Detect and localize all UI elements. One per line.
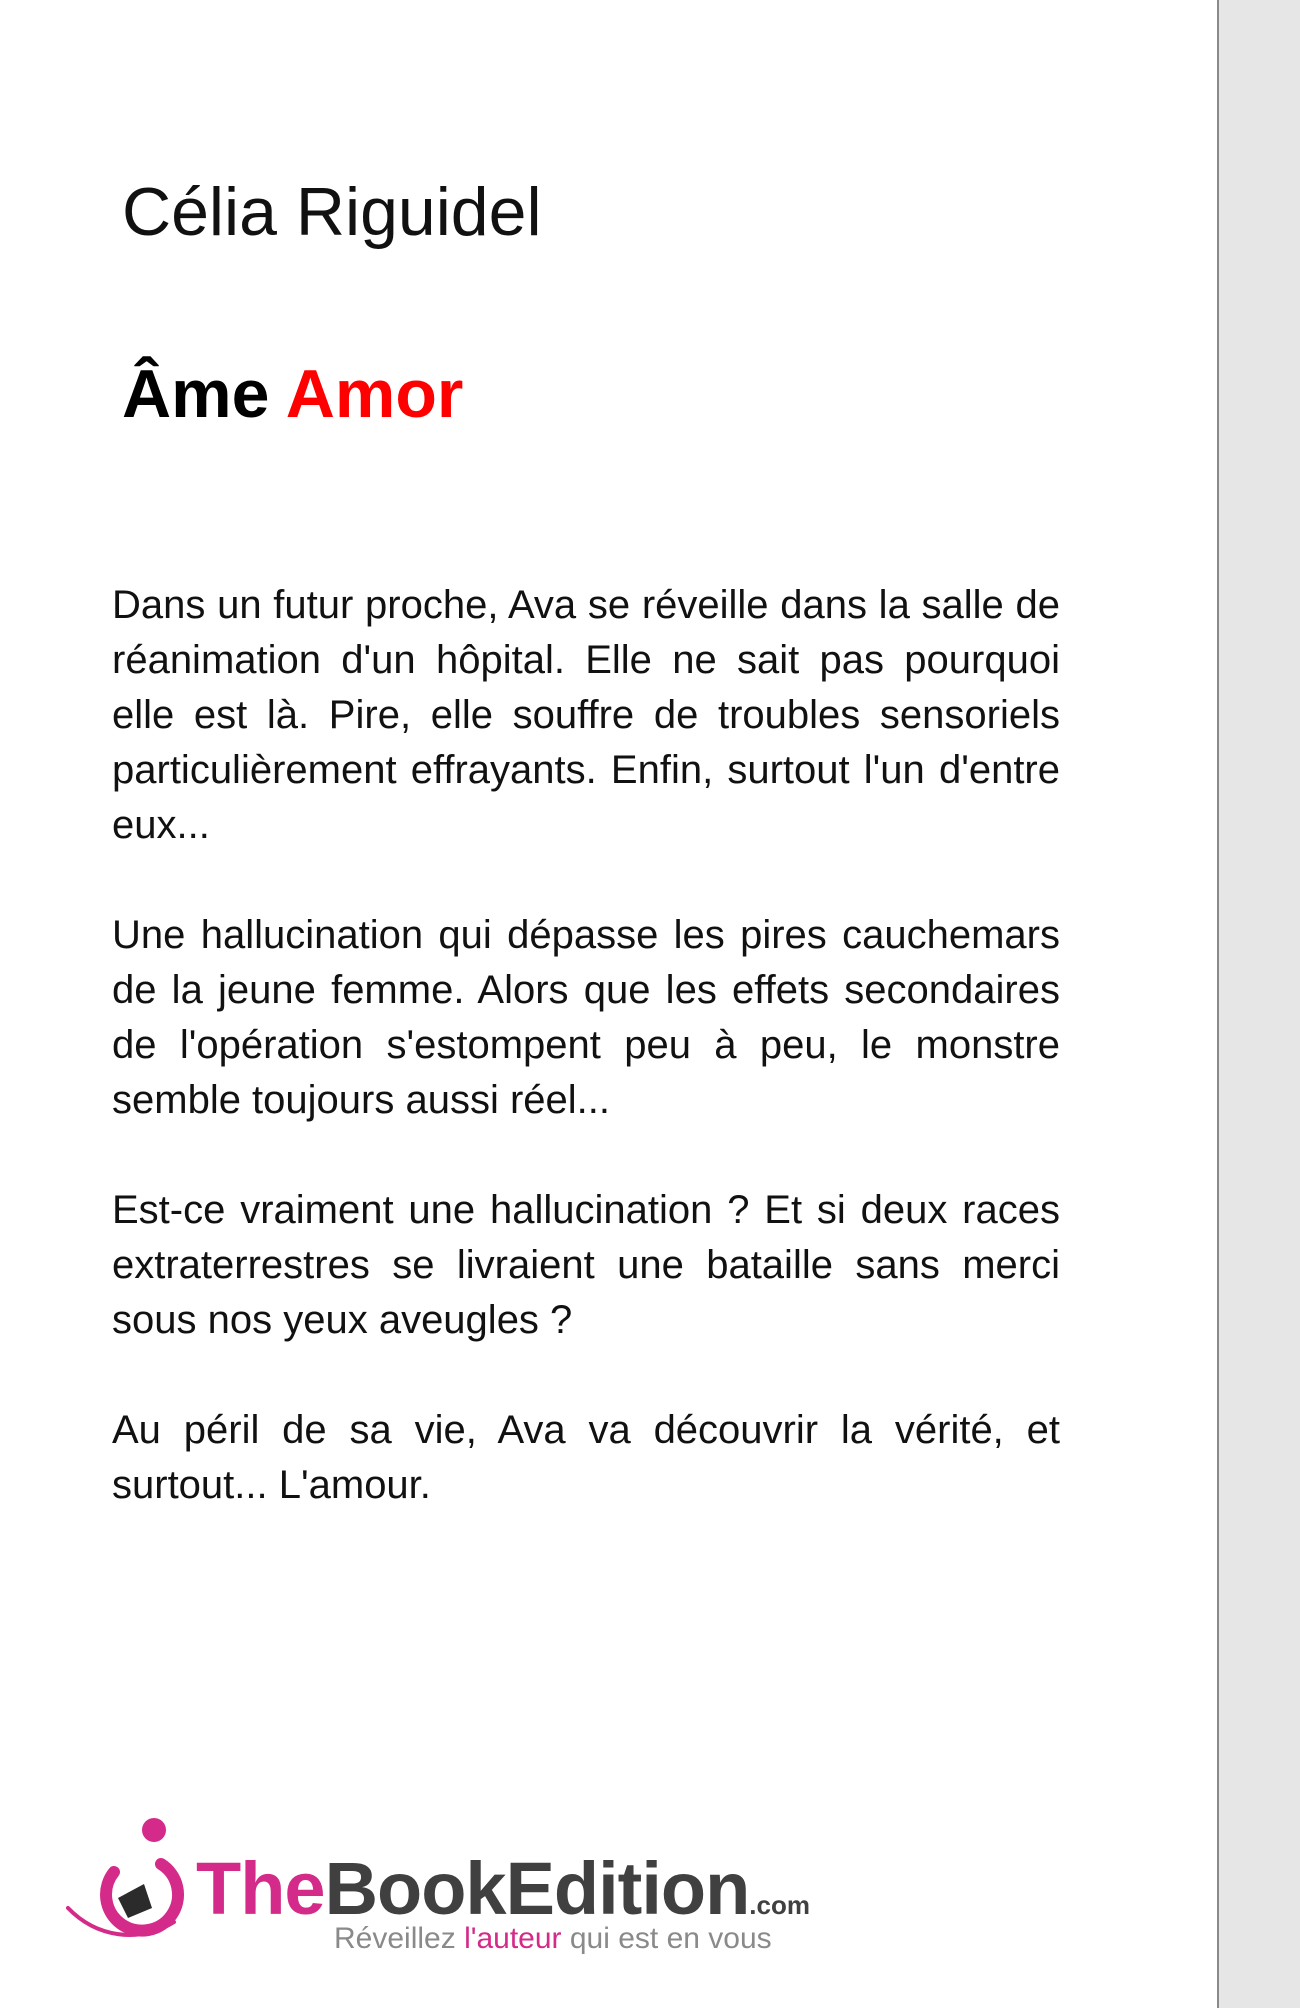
synopsis-paragraph: Au péril de sa vie, Ava va découvrir la vérité, et surtout... L'amour.: [112, 1408, 1060, 1507]
tagline-highlight: l'auteur: [464, 1922, 562, 1955]
tagline-part2: qui est en vous: [561, 1922, 772, 1955]
synopsis: [112, 578, 1060, 1568]
book-title-part2: Amor: [285, 356, 464, 432]
book-person-logo-icon: [66, 1812, 196, 1952]
publisher-name-book: Book: [324, 1847, 506, 1930]
author-name: Célia Riguidel: [122, 174, 542, 250]
synopsis-paragraph: Est-ce vraiment une hallucination ? Et si deux races extraterrestres se livraient une bataille sans merci sous nos yeux aveugles ?: [112, 1188, 1060, 1342]
spine-edge: [1217, 0, 1300, 2008]
synopsis-paragraph: Une hallucination qui dépasse les pires cauchemars de la jeune femme. Alors que les effets secondaires de l'opération s'estompent peu à peu, le monstre semble toujours aussi réel...: [112, 913, 1060, 1122]
synopsis-paragraph: Dans un futur proche, Ava se réveille dans la salle de réanimation d'un hôpital. Elle ne sait pas pourquoi elle est là. Pire, elle souffre de troubles sensoriels particulièrement effrayants. Enfin, surtout l'un d'entre eux...: [112, 583, 1060, 847]
publisher-logo: [66, 1812, 866, 1962]
publisher-tagline: [334, 1924, 772, 1954]
book-title-part1: Âme: [122, 356, 270, 432]
publisher-name-com: .com: [749, 1890, 810, 1920]
publisher-name: [196, 1847, 810, 1930]
book-title: [122, 356, 464, 432]
tagline-part1: Réveillez: [334, 1922, 465, 1955]
publisher-name-the: The: [196, 1847, 325, 1930]
publisher-name-edition: Edition: [505, 1847, 750, 1930]
